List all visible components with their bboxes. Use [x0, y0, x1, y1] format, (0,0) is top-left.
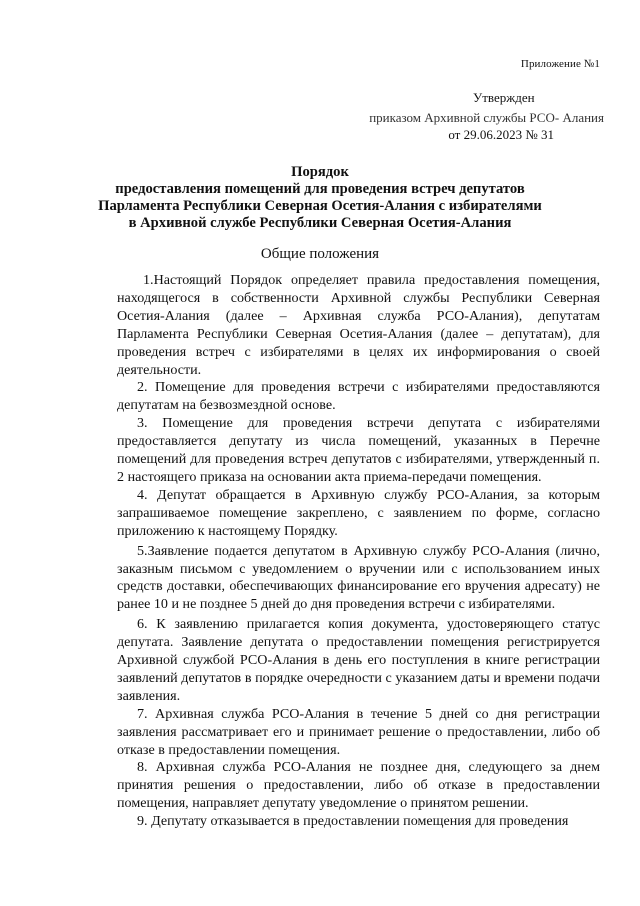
approved-label: Утвержден — [473, 90, 535, 105]
paragraph-2: 2. Помещение для проведения встречи с избирателями предоставляются депутатам на безвозмездной основе. — [117, 379, 600, 414]
title-line: предоставления помещений для проведения встреч депутатов — [115, 181, 525, 197]
order-reference: приказом Архивной службы РСО- Алания — [369, 110, 604, 125]
paragraph-9: 9. Депутату отказывается в предоставлении помещения для проведения — [137, 813, 569, 830]
section-heading: Общие положения — [260, 246, 380, 262]
paragraph-8: 8. Архивная служба РСО-Алания не позднее дня, следующего за днем принятия решения о предоставлении, либо об отказе в предоставлении помещения, направляет депутату уведомление о принятом решении. — [117, 759, 600, 812]
title-line: Порядок — [291, 164, 349, 180]
paragraph-6: 6. К заявлению прилагается копия документа, удостоверяющего статус депутата. Заявление депутата о предоставлении помещения регистрируется Архивной службой РСО-Алания в день его поступления в книге регистрации заявлений депутатов в порядке очередности с указанием даты и времени подачи заявления. — [117, 616, 600, 704]
paragraph-5: 5.Заявление подается депутатом в Архивную службу РСО-Алания (лично, заказным письмом с уведомлением о вручении или с использованием иных средств доставки, обеспечивающих финансирование его вручения адресату) не ранее 10 и не позднее 5 дней до дня проведения встречи с избирателями. — [117, 542, 600, 613]
paragraph-1: 1.Настоящий Порядок определяет правила предоставления помещения, находящегося в собственности Архивной службы Республики Северная Осетия-Алания (далее – Архивная служба РСО-Алания), депутатам Парламента Республики Северная Осетия-Алания (далее – депутатам), для проведения встреч с избирателями в целях их информирования о своей деятельности. — [117, 272, 600, 378]
title-line: в Архивной службе Республики Северная Осетия-Алания — [128, 215, 512, 231]
paragraph-3: 3. Помещение для проведения встречи депутата с избирателями предоставляется депутату из числа помещений, указанных в Перечне помещений для проведения встреч депутатов с избирателями, утвержденный п. 2 настоящего приказа на основании акта приема-передачи помещения. — [117, 415, 600, 485]
paragraph-4: 4. Депутат обращается в Архивную службу РСО-Алания, за которым запрашиваемое помещение закреплено, с заявлением по форме, согласно приложению к настоящему Порядку. — [117, 486, 600, 539]
document-title — [40, 164, 600, 232]
appendix-label: Приложение №1 — [520, 58, 600, 70]
document-body — [117, 272, 600, 831]
title-line: Парламента Республики Северная Осетия-Алания с избирателями — [98, 198, 542, 214]
paragraph-7: 7. Архивная служба РСО-Алания в течение 5 дней со дня регистрации заявления рассматривает его и принимает решение о предоставлении, либо об отказе в предоставлении помещения. — [117, 705, 600, 758]
order-date: от 29.06.2023 № 31 — [448, 127, 554, 142]
